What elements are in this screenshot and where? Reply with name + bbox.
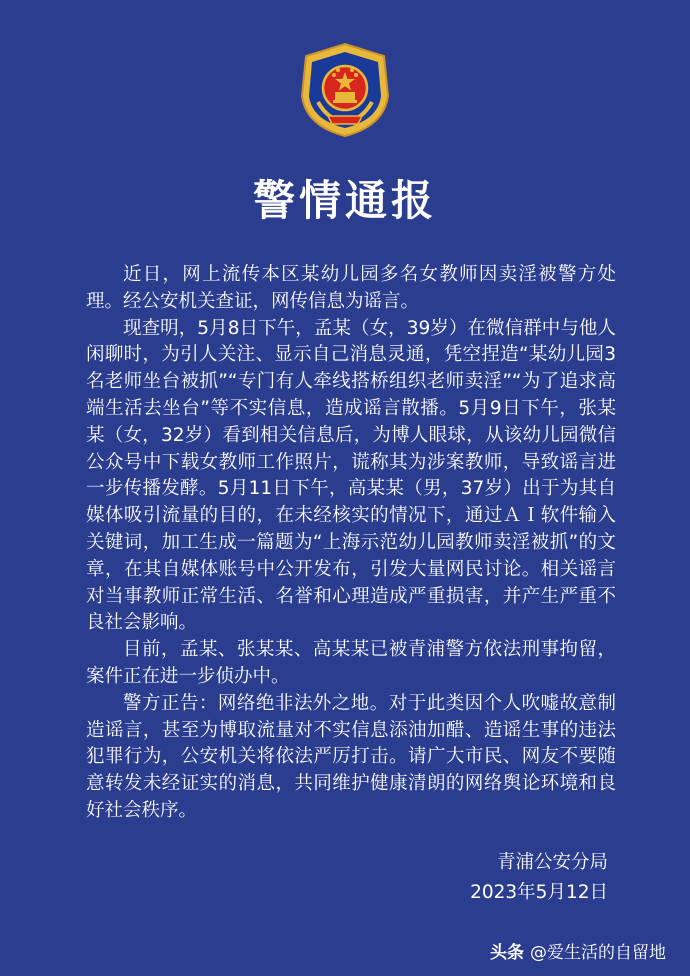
watermark-brand: 头条 (490, 943, 524, 963)
watermark (490, 938, 666, 963)
notice-title: 警情通报 (252, 176, 437, 225)
signature-date: 2023年5月12日 (470, 882, 608, 903)
paragraph-3: 目前，孟某、张某某、高某某已被青浦警方依法刑事拘留，案件正在进一步侦办中。 (86, 639, 616, 687)
paragraph-4: 警方正告：网络绝非法外之地。对于此类因个人吹嘘故意制造谣言，甚至为博取流量对不实信息添油加醋、造谣生事的违法犯罪行为，公安机关将依法严厉打击。请广大市民、网友不要随意转发未经证实的消息，共同维护健康清朗的网络舆论环境和良好社会秩序。 (86, 692, 616, 821)
watermark-handle: @爱生活的自留地 (530, 943, 666, 963)
signature-org: 青浦公安分局 (496, 852, 608, 873)
notice-body (86, 262, 616, 825)
paragraph-1: 近日，网上流传本区某幼儿园多名女教师因卖淫被警方处理。经公安机关查证，网传信息为谣言。 (86, 264, 616, 312)
police-emblem-icon (298, 42, 392, 138)
paragraph-2: 现查明，5月8日下午，孟某（女，39岁）在微信群中与他人闲聊时，为引人关注、显示自己消息灵通，凭空捏造“某幼儿园3名老师坐台被抓”“专门有人牵线搭桥组织老师卖淫”“为了追求高端生活去坐台”等不实信息，造成谣言散播。5月9日下午，张某某（女，32岁）看到相关信息后，为博人眼球，从该幼儿园微信公众号中下载女教师工作照片，谎称其为涉案教师，导致谣言进一步传播发酵。5月11日下午，高某某（男，37岁）出于为其自媒体吸引流量的目的，在未经核实的情况下，通过ＡＩ软件输入关键词，加工生成一篇题为“上海示范幼儿园教师卖淫被抓”的文章，在其自媒体账号中公开发布，引发大量网民讨论。相关谣言对当事教师正常生活、名誉和心理造成严重损害，并产生严重不良社会影响。 (86, 317, 616, 634)
